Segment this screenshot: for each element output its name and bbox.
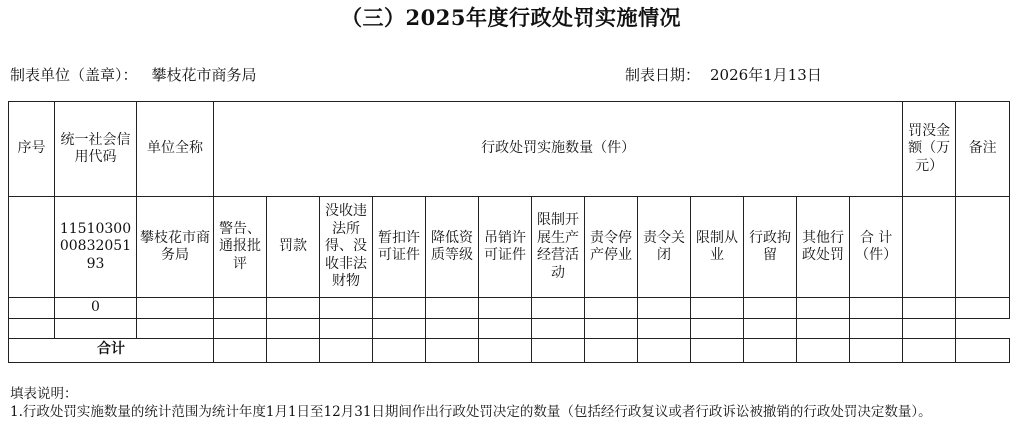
date-value: 2026年1月13日 — [710, 66, 822, 84]
table-row — [9, 318, 1010, 338]
cell-empty — [9, 298, 55, 319]
sub-header-suspend-production: 责令停产停业 — [585, 197, 638, 298]
sub-header-restrict-employment: 限制从业 — [691, 197, 744, 298]
sub-header-suspend-license: 暂扣许可证件 — [373, 197, 426, 298]
sub-header-detention: 行政拘留 — [744, 197, 797, 298]
unit-name: 攀枝花市商务局 — [151, 66, 257, 84]
notes-line-1: 1.行政处罚实施数量的统计范围为统计年度1月1日至12月31日期间作出行政处罚决定的数量（包括经行政复议或者行政诉讼被撤销的行政处罚决定数量）。 — [10, 403, 932, 420]
cell-empty — [903, 197, 956, 298]
sub-header-order-close: 责令关闭 — [638, 197, 691, 298]
penalty-table — [8, 101, 1010, 363]
sub-header-total: 合 计（件） — [850, 197, 903, 298]
unit-label: 制表单位（盖章）： — [10, 66, 138, 84]
header-credit-code: 统一社会信用代码 — [55, 102, 137, 197]
sub-header-lower-qualification: 降低资质等级 — [426, 197, 479, 298]
sub-header-fine: 罚款 — [267, 197, 320, 298]
header-penalty-count: 行政处罚实施数量（件） — [214, 102, 903, 197]
date-line — [625, 64, 822, 85]
unit-line — [10, 64, 257, 85]
total-label: 合计 — [9, 338, 214, 362]
sub-header-row — [9, 197, 1010, 298]
sub-header-other: 其他行政处罚 — [797, 197, 850, 298]
sub-header-confiscation: 没收违法所得、没收非法财物 — [320, 197, 373, 298]
table-row — [9, 298, 1010, 319]
cell-empty — [956, 197, 1010, 298]
cell-unit-name: 攀枝花市商务局 — [137, 197, 214, 298]
header-unit-full-name: 单位全称 — [137, 102, 214, 197]
date-label: 制表日期： — [625, 66, 701, 84]
header-remark: 备注 — [956, 102, 1010, 197]
page-title: （三）2025年度行政处罚实施情况 — [341, 5, 681, 30]
header-amount: 罚没金额（万元） — [903, 102, 956, 197]
cell-empty — [9, 197, 55, 298]
notes-heading: 填表说明： — [10, 386, 78, 402]
sub-header-warning: 警告、通报批评 — [214, 197, 267, 298]
header-row — [9, 102, 1010, 197]
sub-header-restrict-operation: 限制开展生产经营活动 — [532, 197, 585, 298]
sub-header-revoke-license: 吊销许可证件 — [479, 197, 532, 298]
total-row — [9, 338, 1010, 362]
header-seq: 序号 — [9, 102, 55, 197]
fill-instructions — [10, 386, 1014, 422]
cell-credit-code: 115103000083205193 — [55, 197, 137, 298]
cell-value: 0 — [55, 298, 137, 319]
